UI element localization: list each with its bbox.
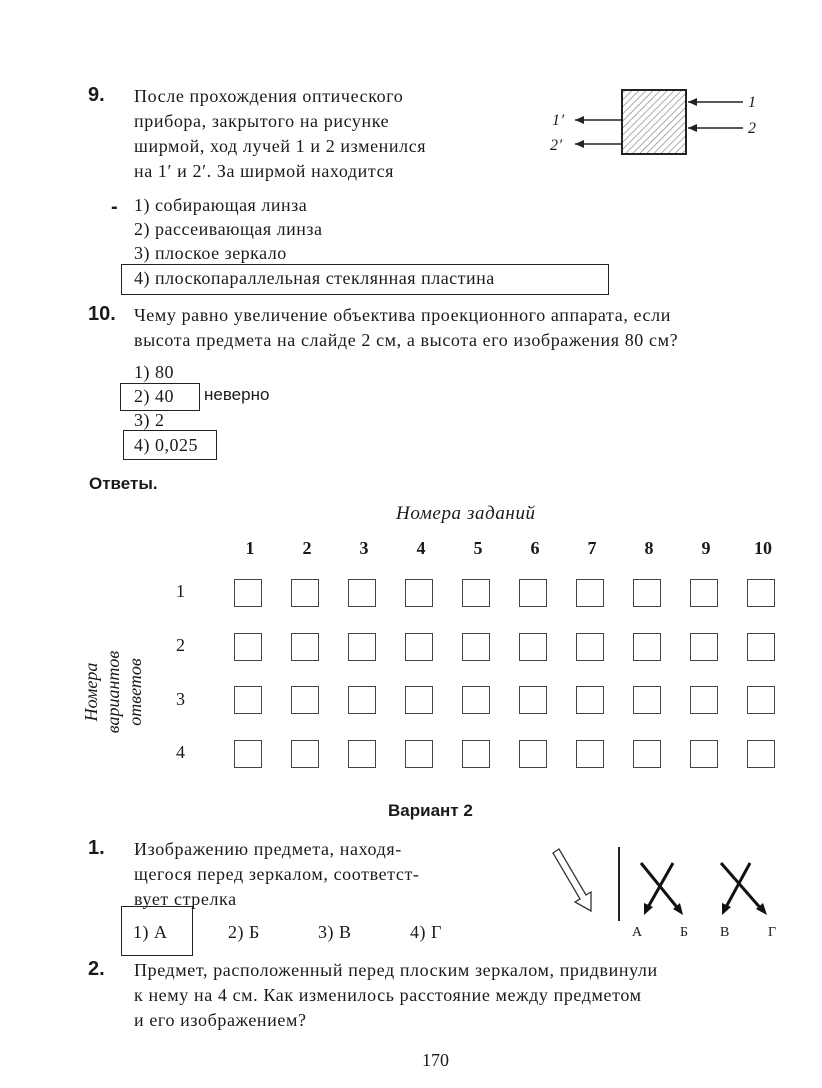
- question-9-line: ширмой, ход лучей 1 и 2 изменился: [134, 136, 427, 156]
- option: 3) 2: [134, 410, 165, 430]
- answers-title: Ответы.: [89, 474, 158, 493]
- answer-cell[interactable]: [633, 633, 661, 661]
- answer-cell[interactable]: [633, 686, 661, 714]
- answer-cell[interactable]: [348, 686, 376, 714]
- answer-cell[interactable]: [234, 740, 262, 768]
- margin-mark: -: [111, 196, 118, 218]
- v2-question-2-line: и его изображением?: [134, 1010, 307, 1030]
- option: 1) собирающая линза: [134, 195, 308, 215]
- answer-cell[interactable]: [747, 686, 775, 714]
- answer-cell[interactable]: [462, 633, 490, 661]
- mirror-figure: [545, 845, 785, 925]
- label-ray-1-prime: 1′: [552, 112, 565, 129]
- answer-cell[interactable]: [234, 579, 262, 607]
- question-10-line: Чему равно увеличение объектива проекционного аппарата, если: [134, 305, 671, 325]
- option: 3) В: [318, 922, 352, 942]
- answer-cell[interactable]: [405, 579, 433, 607]
- column-number: 3: [359, 538, 369, 558]
- v2-question-1-line: щегося перед зеркалом, соответст-: [134, 864, 420, 884]
- column-number: 10: [754, 538, 772, 558]
- row-number: 3: [176, 689, 185, 709]
- v2-question-2-line: Предмет, расположенный перед плоским зеркалом, придвинули: [134, 960, 658, 980]
- answer-cell[interactable]: [747, 579, 775, 607]
- question-9-line: прибора, закрытого на рисунке: [134, 111, 390, 131]
- answer-cell[interactable]: [405, 686, 433, 714]
- screen-box: [622, 90, 686, 154]
- option: 1) 80: [134, 362, 174, 382]
- figure-label: В: [720, 925, 730, 940]
- answer-cell[interactable]: [576, 740, 604, 768]
- answer-cell[interactable]: [519, 579, 547, 607]
- answer-cell[interactable]: [519, 686, 547, 714]
- option: 3) плоское зеркало: [134, 243, 287, 263]
- object-arrow: [553, 849, 591, 911]
- column-header: Номера заданий: [396, 503, 536, 524]
- v2-question-2-text: [134, 958, 658, 1033]
- question-9-line: на 1′ и 2′. За ширмой находится: [134, 161, 395, 181]
- answer-cell[interactable]: [633, 579, 661, 607]
- option: 4) 0,025: [134, 435, 198, 455]
- answer-cell[interactable]: [291, 740, 319, 768]
- answer-cell[interactable]: [576, 633, 604, 661]
- v2-question-1-text: [134, 837, 420, 912]
- variant-title: Вариант 2: [388, 801, 473, 820]
- answer-cell[interactable]: [462, 686, 490, 714]
- answer-cell[interactable]: [234, 686, 262, 714]
- v2-question-1-line: Изображению предмета, находя-: [134, 839, 402, 859]
- v2-question-2-line: к нему на 4 см. Как изменилось расстояние между предметом: [134, 985, 642, 1005]
- column-number: 9: [701, 538, 711, 558]
- question-9-options: [134, 193, 322, 265]
- v2-question-1-line: вует стрелка: [134, 889, 237, 909]
- option-selected: 1) А: [133, 922, 168, 942]
- page-number: 170: [422, 1050, 449, 1070]
- answer-cell[interactable]: [747, 740, 775, 768]
- answer-cell[interactable]: [576, 579, 604, 607]
- answer-cell[interactable]: [576, 686, 604, 714]
- answer-cell[interactable]: [633, 740, 661, 768]
- figure-label: Г: [768, 925, 777, 940]
- row-number: 1: [176, 581, 185, 601]
- figure-label: Б: [680, 925, 689, 940]
- answer-cell[interactable]: [405, 740, 433, 768]
- v2-question-1-number: 1.: [88, 837, 105, 859]
- figure-label: А: [632, 925, 643, 940]
- column-number: 8: [644, 538, 654, 558]
- answer-cell[interactable]: [348, 633, 376, 661]
- option: 2) Б: [228, 922, 260, 942]
- row-header-line: вариантов: [103, 650, 123, 734]
- note-wrong: неверно: [204, 385, 270, 404]
- option: 2) рассеивающая линза: [134, 219, 323, 239]
- answer-cell[interactable]: [690, 633, 718, 661]
- question-10-text: [134, 303, 678, 353]
- option: 4) Г: [410, 922, 442, 942]
- answer-cell[interactable]: [291, 633, 319, 661]
- answer-cell[interactable]: [348, 579, 376, 607]
- column-number: 5: [473, 538, 483, 558]
- answer-cell[interactable]: [747, 633, 775, 661]
- question-9-line: После прохождения оптического: [134, 86, 404, 106]
- answer-cell[interactable]: [690, 740, 718, 768]
- row-header-line: ответов: [125, 658, 145, 726]
- option: 2) 40: [134, 386, 174, 406]
- arrow-a: [647, 863, 673, 909]
- option-selected: 4) плоскопараллельная стеклянная пластина: [134, 268, 495, 288]
- question-10-line: высота предмета на слайде 2 см, а высота его изображения 80 см?: [134, 330, 679, 350]
- column-numbers: [230, 538, 790, 562]
- column-number: 7: [587, 538, 597, 558]
- question-9-number: 9.: [88, 84, 105, 106]
- column-number: 1: [245, 538, 255, 558]
- label-ray-1: 1: [748, 94, 757, 111]
- answer-cell[interactable]: [405, 633, 433, 661]
- answer-cell[interactable]: [234, 633, 262, 661]
- screen-figure: [545, 85, 775, 165]
- answer-cell[interactable]: [690, 579, 718, 607]
- answer-cell[interactable]: [519, 740, 547, 768]
- v2-question-2-number: 2.: [88, 958, 105, 980]
- label-ray-2-prime: 2′: [550, 137, 563, 154]
- answer-cell[interactable]: [462, 740, 490, 768]
- column-number: 2: [302, 538, 312, 558]
- row-number: 2: [176, 635, 185, 655]
- question-9-text: [134, 84, 426, 184]
- answer-cell[interactable]: [519, 633, 547, 661]
- answer-cell[interactable]: [291, 686, 319, 714]
- row-number: 4: [176, 742, 185, 762]
- row-header-line: Номера: [81, 662, 101, 722]
- column-number: 6: [530, 538, 540, 558]
- row-header: [80, 617, 146, 767]
- answer-cell[interactable]: [291, 579, 319, 607]
- question-10-number: 10.: [88, 303, 116, 325]
- answer-cell[interactable]: [348, 740, 376, 768]
- label-ray-2: 2: [748, 120, 757, 137]
- answer-cell[interactable]: [690, 686, 718, 714]
- answer-cell[interactable]: [462, 579, 490, 607]
- column-number: 4: [416, 538, 426, 558]
